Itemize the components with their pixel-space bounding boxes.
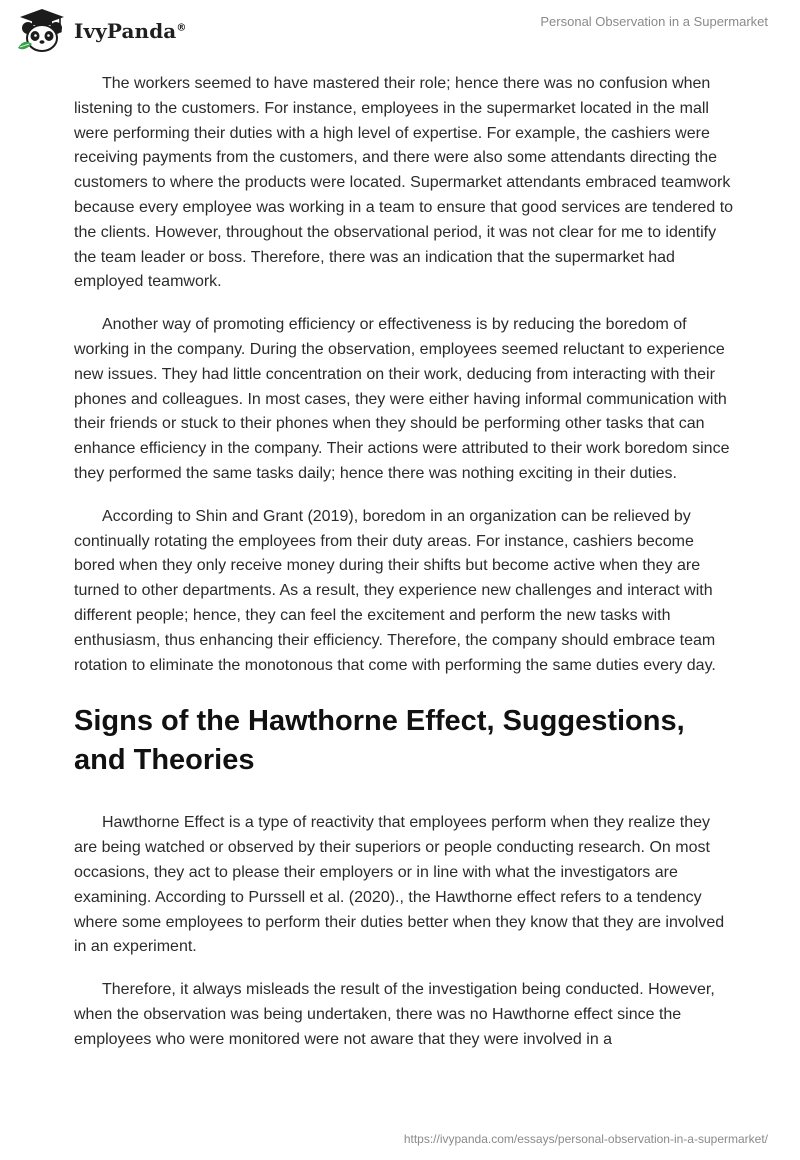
paragraph-boredom: Another way of promoting efficiency or effectiveness is by reducing the boredom of working in the company. During the observation, employees seemed reluctant to experience new issues. They had little concentration on their work, deducing from interacting with their phones and colleagues. In most cases, they were either having informal communication with their friends or stuck to their phones when they should be performing other tasks that can enhance efficiency in the company. Their actions were attributed to their work boredom since they performed the same tasks daily; hence there was nothing exciting in their duties. [74,316,730,482]
paragraph-hawthorne-observation: Therefore, it always misleads the result of the investigation being conducted. However, when the observation was being undertaken, there was no Hawthorne effect since the employees who were monitored were not aware that they were involved in a [74,981,715,1048]
paragraph-rotation: According to Shin and Grant (2019), boredom in an organization can be relieved by continually rotating the employees from their duty areas. For instance, cashiers become bored when they only receive money during their shifts but become active when they are turned to other departments. As a result, they experience new challenges and interact with different people; hence, they can feel the excitement and perform the new tasks with enthusiasm, thus enhancing their efficiency. Therefore, the company should embrace team rotation to eliminate the monotonous that come with performing the same duties every day. [74,507,716,674]
source-url[interactable]: https://ivypanda.com/essays/personal-observation-in-a-supermarket/ [403,1132,768,1146]
article-body [74,72,734,1071]
paragraph-teamwork: The workers seemed to have mastered their role; hence there was no confusion when listening to the customers. For instance, employees in the supermarket located in the mall were performing their duties with a high level of expertise. For example, the cashiers were receiving payments from the customers, and there were also some attendants directing the customers to where the products were located. Supermarket attendants embraced teamwork because every employee was working in a team to ensure that good services are tendered to the clients. However, throughout the observational period, it was not clear for me to identify the team leader or boss. Therefore, there was an indication that the supermarket had employed teamwork. [74,75,734,291]
logo-wordmark [74,19,186,43]
paragraph-hawthorne-definition: Hawthorne Effect is a type of reactivity that employees perform when they realize they are being watched or observed by their superiors or people conducting research. On most occasions, they act to please their employers or in line with what the investigators are examining. According to Purssell et al. (2020)., the Hawthorne effect refers to a tendency where some employees to perform their duties better when they know that they are involved in an experiment. [74,814,725,956]
panda-graduate-icon [14,8,70,54]
logo-name: IvyPanda [74,19,177,43]
logo-registered-mark: ® [176,22,187,34]
document-title: Personal Observation in a Supermarket [540,14,768,29]
ivypanda-logo[interactable] [14,6,186,56]
section-heading: Signs of the Hawthorne Effect, Suggestions, and Theories [74,705,685,777]
page-header [0,0,800,60]
